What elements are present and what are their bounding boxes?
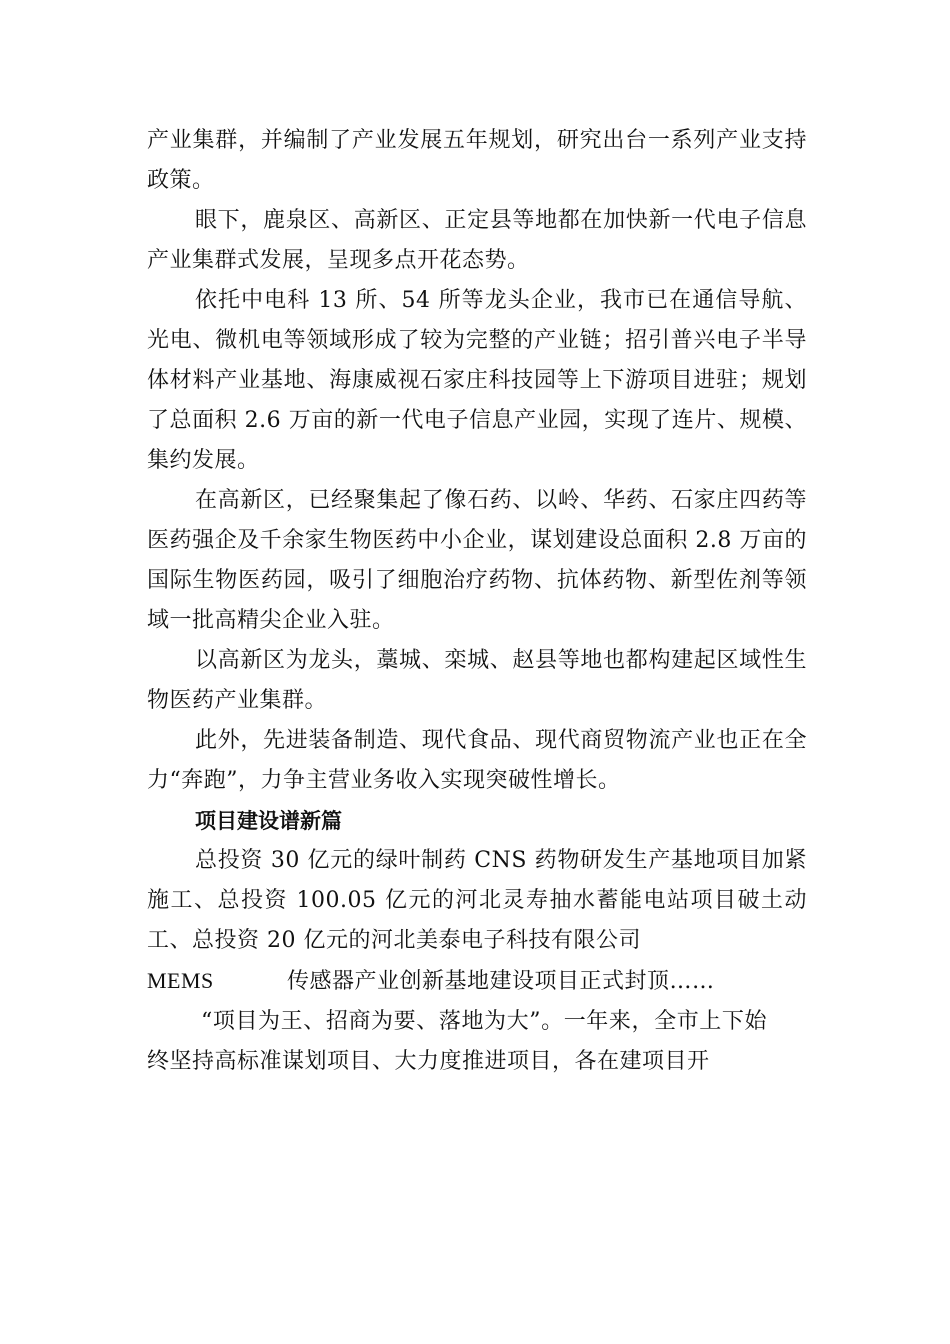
section-heading: 项目建设谱新篇 bbox=[195, 809, 342, 833]
mems-line bbox=[147, 961, 807, 1002]
paragraph-projects: 总投资 30 亿元的绿叶制药 CNS 药物研发生产基地项目加紧施工、总投资 100.05 亿元的河北灵寿抽水蓄能电站项目破土动工、总投资 20 亿元的河北美泰电子科技有限公司 bbox=[147, 848, 807, 953]
paragraph-closing: “项目为王、招商为要、落地为大”。一年来，全市上下始终坚持高标准谋划项目、大力度推进项目，各在建项目开 bbox=[147, 1009, 767, 1074]
paragraph-cetc: 依托中电科 13 所、54 所等龙头企业，我市已在通信导航、光电、微机电等领域形成了较为完整的产业链；招引普兴电子半导体材料产业基地、海康威视石家庄科技园等上下游项目进驻；规划了总面积 2.6 万亩的新一代电子信息产业园，实现了连片、规模、集约发展。 bbox=[147, 288, 807, 473]
mems-word: MEMS bbox=[147, 968, 214, 993]
paragraph-bio-cluster: 以高新区为龙头，藁城、栾城、赵县等地也都构建起区域性生物医药产业集群。 bbox=[147, 648, 807, 713]
paragraph-industry-cluster: 产业集群，并编制了产业发展五年规划，研究出台一系列产业支持政策。 bbox=[147, 128, 807, 193]
paragraph-electronic-info: 眼下，鹿泉区、高新区、正定县等地都在加快新一代电子信息产业集群式发展，呈现多点开花态势。 bbox=[147, 208, 807, 273]
document-body bbox=[147, 121, 807, 1082]
mems-rest: 传感器产业创新基地建设项目正式封顶…… bbox=[287, 969, 715, 994]
paragraph-biomedicine: 在高新区，已经聚集起了像石药、以岭、华药、石家庄四药等医药强企及千余家生物医药中小企业，谋划建设总面积 2.8 万亩的国际生物医药园，吸引了细胞治疗药物、抗体药物、新型佐剂等领域一批高精尖企业入驻。 bbox=[147, 488, 807, 633]
paragraph-other-industries: 此外，先进装备制造、现代食品、现代商贸物流产业也正在全力“奔跑”，力争主营业务收入实现突破性增长。 bbox=[147, 728, 807, 793]
